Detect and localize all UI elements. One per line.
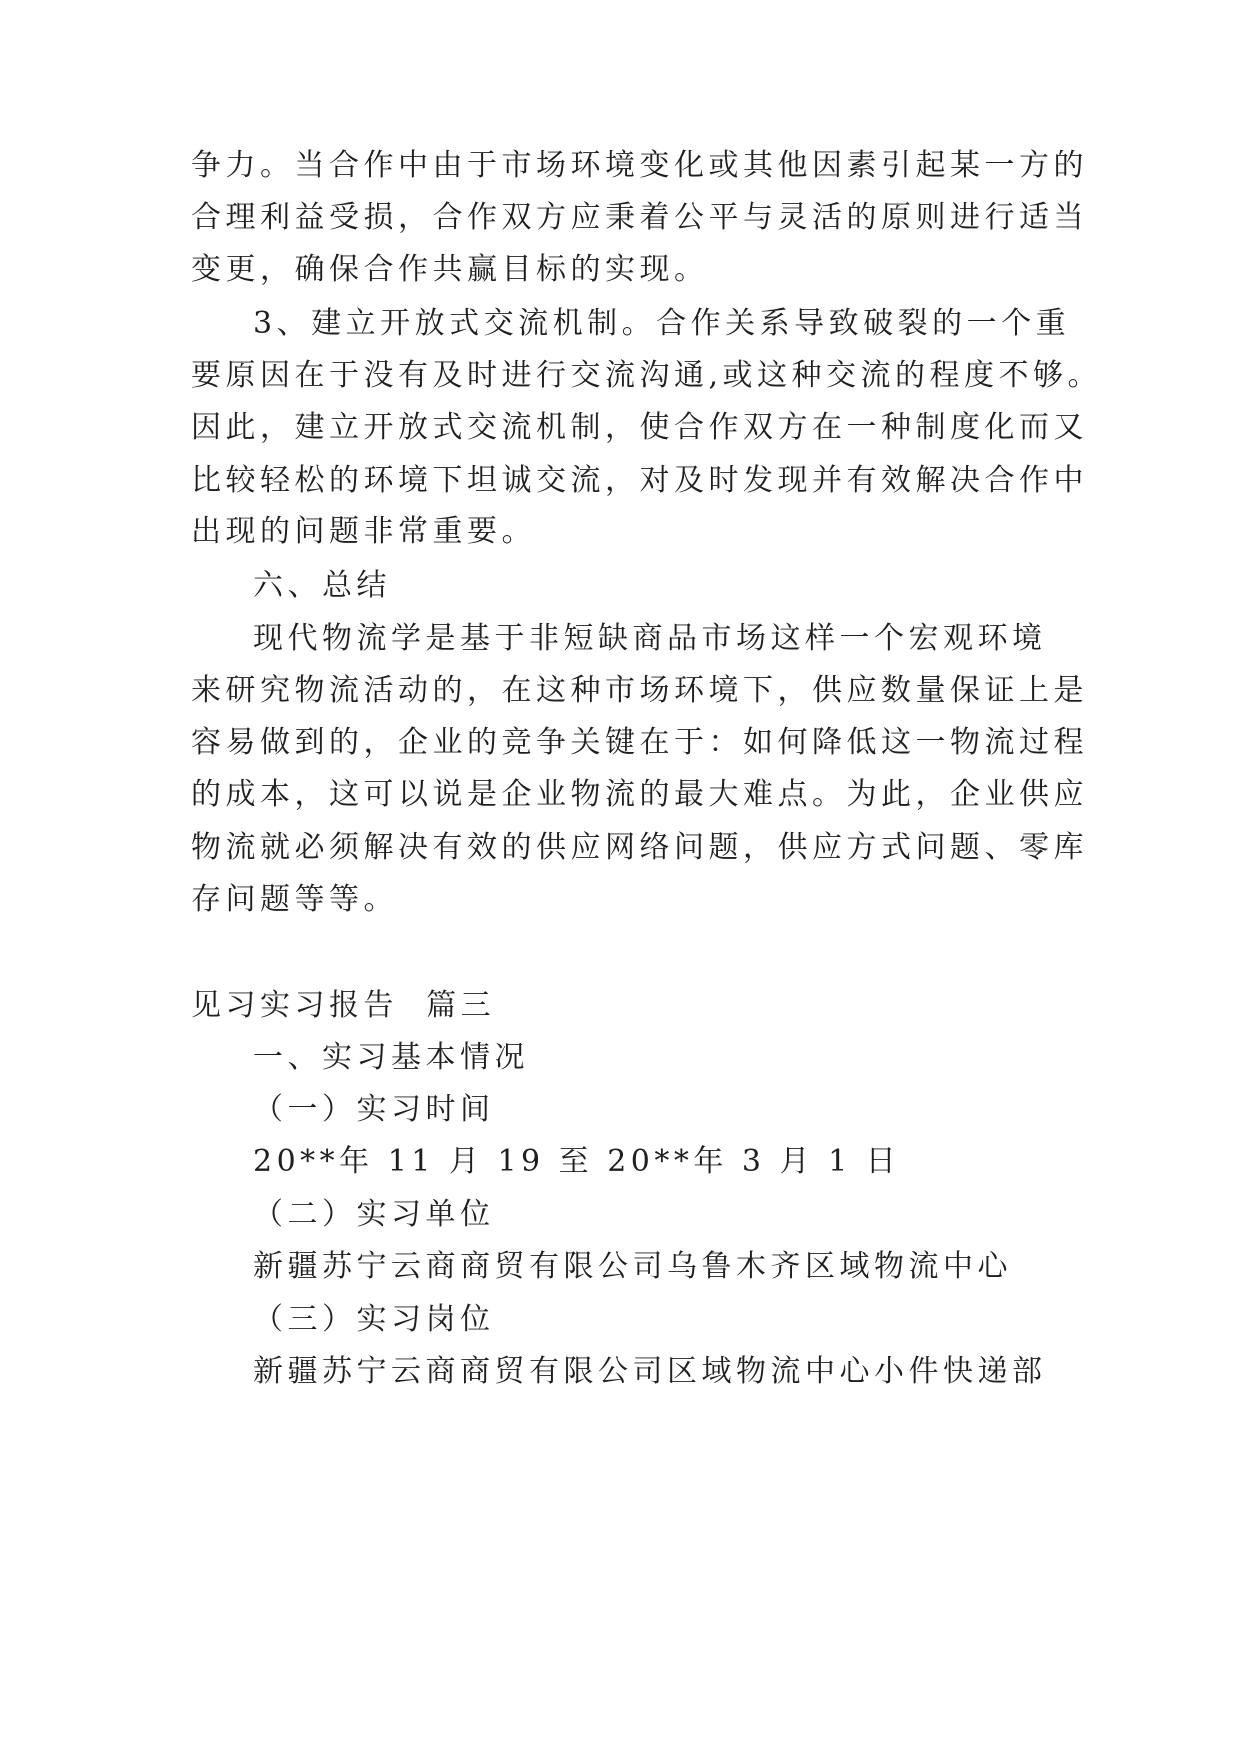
subsection-heading: （二）实习单位 [253, 1197, 495, 1232]
text-line: 因此，建立开放式交流机制，使合作双方在一种制度化而又 [191, 410, 1088, 445]
text-line: 要原因在于没有及时进行交流沟通,或这种交流的程度不够。 [191, 358, 1103, 393]
text-line: 现代物流学是基于非短缺商品市场这样一个宏观环境 [253, 621, 1047, 656]
text-line: 比较轻松的环境下坦诚交流，对及时发现并有效解决合作中 [191, 463, 1088, 498]
text-line: 新疆苏宁云商商贸有限公司乌鲁木齐区域物流中心 [253, 1249, 1012, 1284]
subsection-heading: （三）实习岗位 [253, 1302, 495, 1337]
text-line: 出现的问题非常重要。 [191, 514, 536, 549]
section-heading: 六、总结 [253, 568, 391, 603]
section-heading: 一、实习基本情况 [253, 1040, 529, 1075]
report-title: 见习实习报告 篇三 [191, 988, 496, 1023]
text-line: 3、建立开放式交流机制。合作关系导致破裂的一个重 [253, 306, 1071, 341]
text-line: 存问题等等。 [191, 882, 398, 917]
text-line: 的成本，这可以说是企业物流的最大难点。为此，企业供应 [191, 777, 1088, 812]
subsection-heading: （一）实习时间 [253, 1092, 495, 1127]
text-line: 容易做到的，企业的竞争关键在于：如何降低这一物流过程 [191, 725, 1088, 760]
text-line: 来研究物流活动的，在这种市场环境下，供应数量保证上是 [191, 673, 1088, 708]
text-line: 物流就必须解决有效的供应网络问题，供应方式问题、零库 [191, 830, 1088, 865]
text-line: 20**年 11 月 19 至 20**年 3 月 1 日 [253, 1144, 901, 1179]
text-line: 合理利益受损，合作双方应秉着公平与灵活的原则进行适当 [191, 200, 1088, 235]
text-line: 变更，确保合作共赢目标的实现。 [191, 252, 709, 287]
document-body [191, 0, 1103, 1389]
text-line: 新疆苏宁云商商贸有限公司区域物流中心小件快递部 [253, 1354, 1047, 1389]
text-line: 争力。当合作中由于市场环境变化或其他因素引起某一方的 [191, 148, 1088, 183]
